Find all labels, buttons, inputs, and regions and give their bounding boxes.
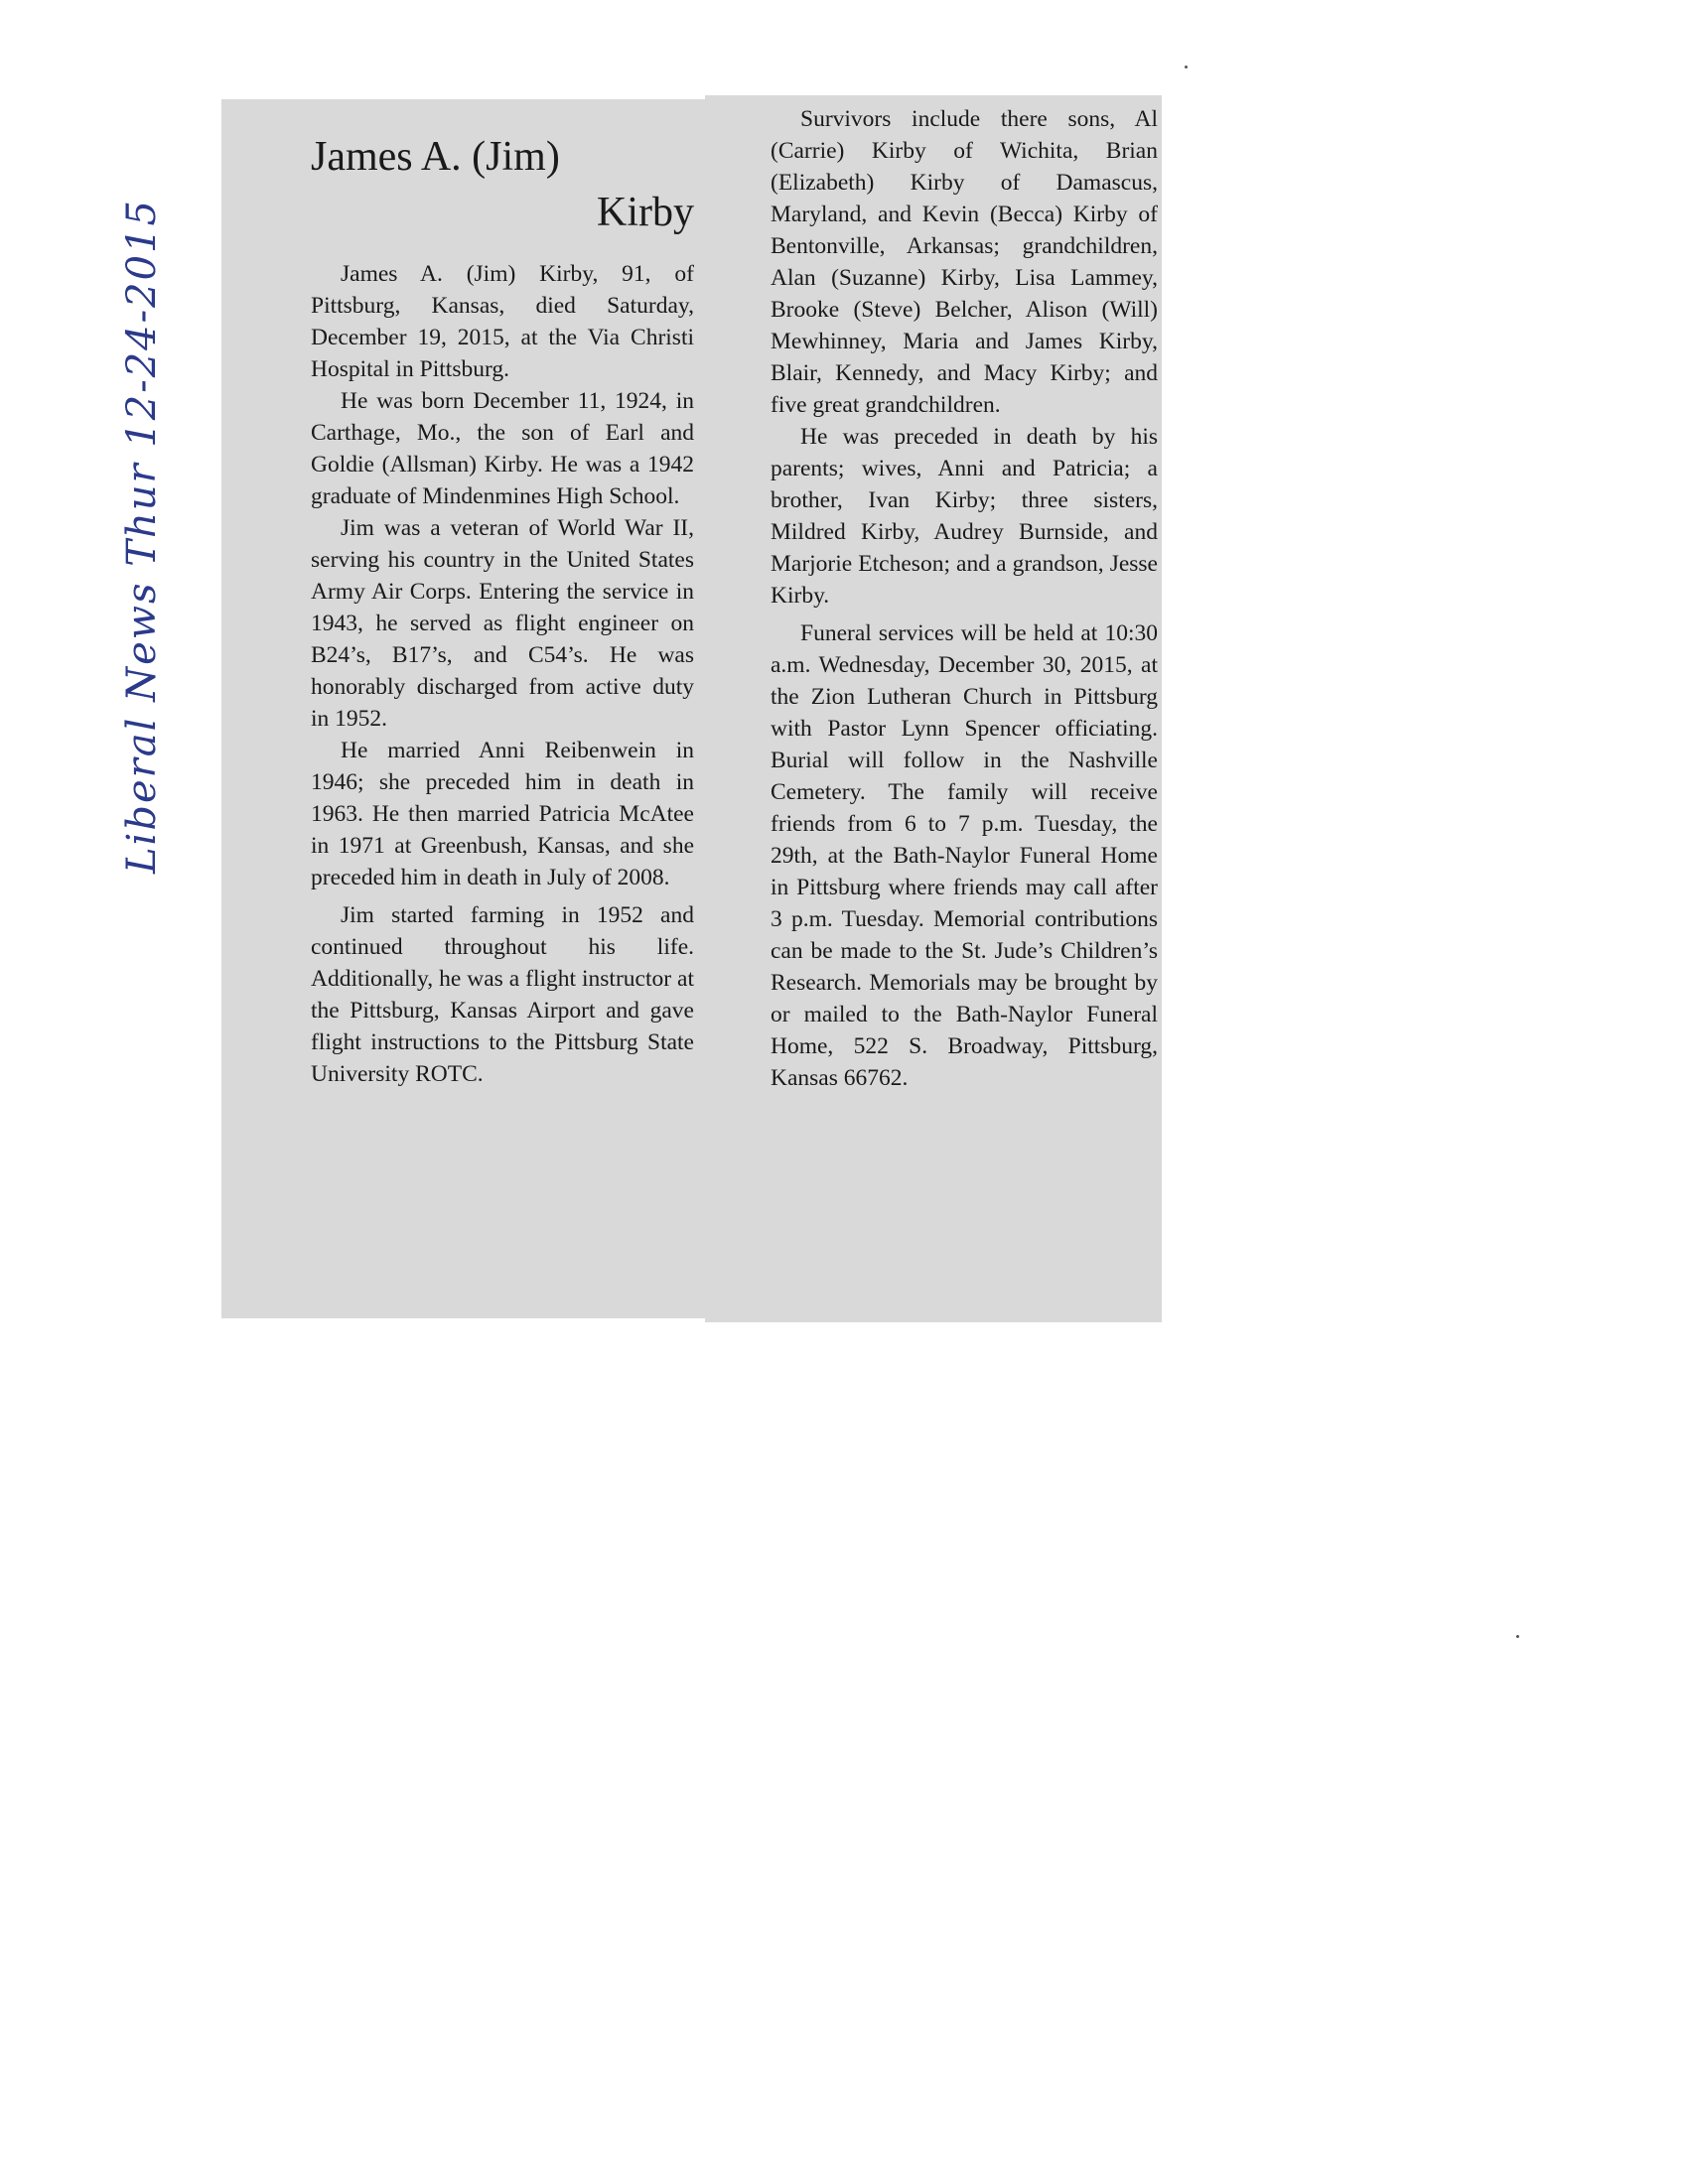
paragraph-survivors: Survivors include there sons, Al (Carrie) Kirby of Wichita, Brian (Elizabeth) Kirby of Damascus, Maryland, and Kevin (Becca) Kirby of Bentonville, Arkansas; grandchildren, Alan (Suzanne) Kirby, Lisa Lammey, Brooke (Steve) Belcher, Alison (Will) Mewhinney, Maria and James Kirby, Blair, Kennedy, and Macy Kirby; and five great grandchildren. — [771, 106, 1158, 418]
paragraph-birth: He was born December 11, 1924, in Carthage, Mo., the son of Earl and Goldie (Allsman) Kirby. He was a 1942 graduate of Mindenmines High School. — [311, 388, 694, 509]
headline-line-1: James A. (Jim) — [311, 134, 560, 180]
paragraph-marriage: He married Anni Reibenwein in 1946; she preceded him in death in 1963. He then married Patricia McAtee in 1971 at Greenbush, Kansas, and she preceded him in death in July of 2008. — [311, 738, 694, 890]
right-column-body — [771, 103, 1158, 1094]
scan-speck — [1185, 66, 1188, 68]
paragraph-career: Jim started farming in 1952 and continued throughout his life. Additionally, he was a flight instructor at the Pittsburg, Kansas Airport and gave flight instructions to the Pittsburg State University ROTC. — [311, 902, 694, 1087]
paragraph-death-notice: James A. (Jim) Kirby, 91, of Pittsburg, Kansas, died Saturday, December 19, 2015, at the Via Christi Hospital in Pittsburg. — [311, 261, 694, 382]
left-column-body — [311, 258, 694, 1090]
handwritten-date-note: Liberal News Thur 12-24-2015 — [119, 199, 165, 874]
headline-line-2: Kirby — [597, 190, 694, 235]
paragraph-services: Funeral services will be held at 10:30 a.m. Wednesday, December 30, 2015, at the Zion Lutheran Church in Pittsburg with Pastor Lynn Spencer officiating. Burial will follow in the Nashville Cemetery. The family will receive friends from 6 to 7 p.m. Tuesday, the 29th, at the Bath-Naylor Funeral Home in Pittsburg where friends may call after 3 p.m. Tuesday. Memorial contributions can be made to the St. Jude’s Children’s Research. Memorials may be brought by or mailed to the Bath-Naylor Funeral Home, 522 S. Broadway, Pittsburg, Kansas 66762. — [771, 620, 1158, 1091]
obituary-clipping-left — [221, 99, 708, 1318]
scan-speck — [1516, 1635, 1519, 1638]
paragraph-preceded: He was preceded in death by his parents; wives, Anni and Patricia; a brother, Ivan Kirby; three sisters, Mildred Kirby, Audrey Burnside, and Marjorie Etcheson; and a grandson, Jesse Kirby. — [771, 424, 1158, 609]
paragraph-military: Jim was a veteran of World War II, serving his country in the United States Army Air Corps. Entering the service in 1943, he served as flight engineer on B24’s, B17’s, and C54’s. He was honorably discharged from active duty in 1952. — [311, 515, 694, 732]
obituary-clipping-right — [705, 95, 1162, 1322]
obituary-headline — [311, 129, 694, 240]
